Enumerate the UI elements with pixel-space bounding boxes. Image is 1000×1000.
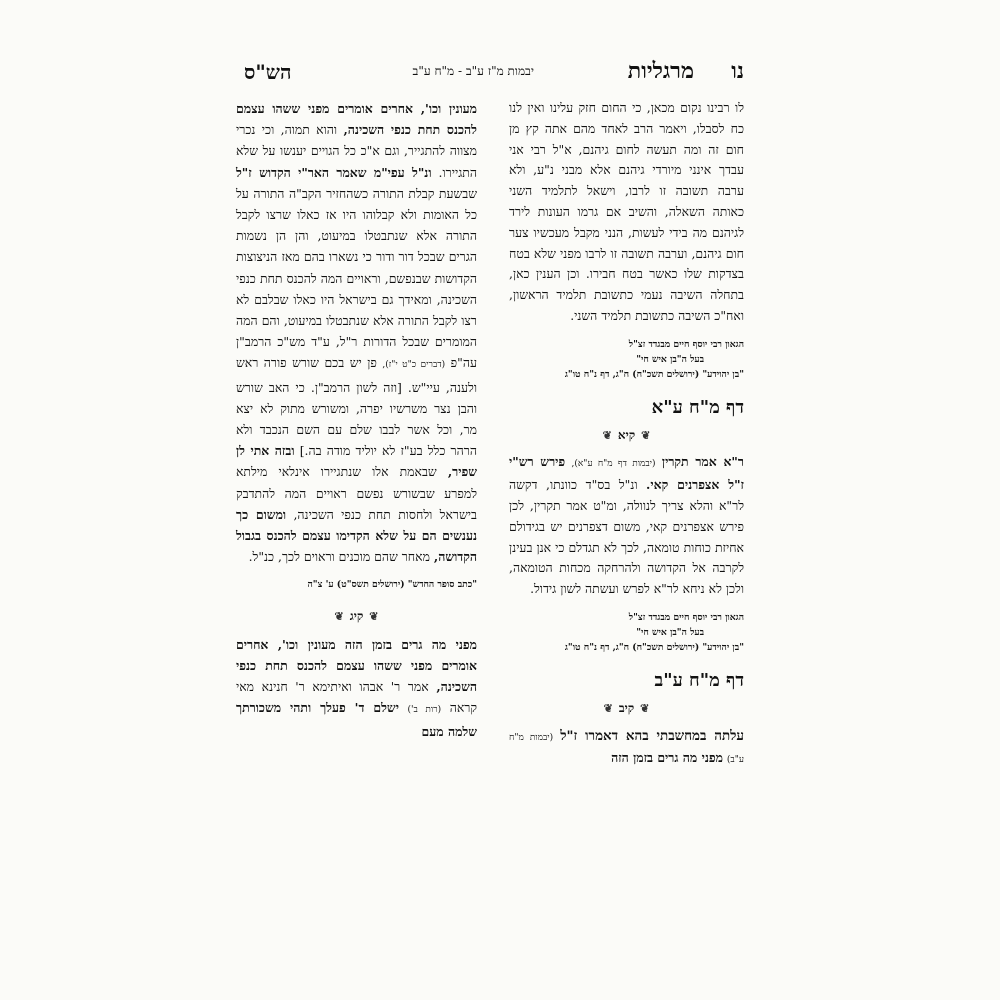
paragraph bbox=[509, 452, 744, 600]
fleuron-icon: ❦ bbox=[640, 701, 650, 715]
daf-heading: דף מ"ח ע"ב bbox=[654, 669, 744, 691]
bold-text: פירש רש"י ז"ל אצפרנים קאי. bbox=[509, 454, 744, 493]
small-citation: (יבמות דף מ"ח ע"א), bbox=[571, 459, 656, 470]
bold-text: ובזה אתי לן שפיר, bbox=[236, 443, 477, 480]
body-text: שבאמת אלו שנתגיירו אינלאי מילתא למפרע שבשורש נפשם ראויים המה להתדבק בישראל ולחסות תחת כנפי השכינה, bbox=[236, 464, 477, 522]
source-author: הגאון רבי יוסף חיים מבגדד זצ"ל bbox=[628, 611, 744, 623]
daf-heading: דף מ"ח ע"א bbox=[651, 396, 744, 418]
fleuron-icon: ❦ bbox=[603, 701, 613, 715]
body-text: ונ"ל בס"ד כוונתו, דקשה לר"א והלא צריך לנוולה, ומ"ט אמר תקרין, לכן פירש אצפרנים קאי, משום דצפרנים יש בגידולם אחיזת כוחות טומאה, לכך לא תגדלם כי אנן בעינן לקרבה אל הקדושה ולהרחקה מכחות הטומאה, ולכן לא ניחא לר"א לפרש ועשתה לשון גידול. bbox=[509, 477, 744, 597]
source-book: "בן יהוידע" (ירושלים תשכ"ח) ח"ג, דף נ"ח טו"ג bbox=[564, 641, 744, 653]
section-heading bbox=[509, 425, 744, 447]
section-heading bbox=[509, 698, 744, 720]
paragraph bbox=[236, 634, 477, 743]
fleuron-icon: ❦ bbox=[602, 428, 612, 442]
right-column bbox=[509, 98, 744, 771]
section-number: קיב bbox=[618, 700, 635, 715]
source-book: "בן יהוידע" (ירושלים תשכ"ח) ח"ג, דף נ"ח טו"ג bbox=[564, 368, 744, 380]
fleuron-icon: ❦ bbox=[334, 610, 344, 624]
bold-text: ר"א אמר תקרין bbox=[661, 454, 744, 470]
bold-text: ומשום כך נענשים הם על שלא הקדימו עצמם להכנס בגבול הקדושה, bbox=[236, 506, 477, 565]
source-citation bbox=[509, 610, 744, 655]
paragraph: לו רבינו נקום מכאן, כי החום חזק עלינו ואין לנו כח לסבלו, ויאמר הרב לאחד מהם אתה קץ מן חום זה ומה תעשה לחום גיהנם, א"ל רבי אני עבדך אינני מיורדי גיהנם אלא מבני נ"ע, ולא ערבה תשובה זו לרבו, וישאל לתלמיד השני כאותה השאלה, והשיב אם גרמו העונות לירד לגיהנם מה בידי לעשות, הנני מקבל מעכשיו צער חום גיהנם, וערבה תשובה זו לרבו מפני שלא בטח בצדקות שלו כאשר בטח חבירו. וכן הענין כאן, בתחלה השיבה נעמי כתשובת תלמיד הראשון, ואח"כ השיבה כתשובת תלמיד השני. bbox=[509, 100, 744, 323]
paragraph bbox=[509, 726, 744, 772]
bold-text: ונ"ל עפי"מ שאמר האר"י הקדוש ז"ל bbox=[236, 164, 432, 180]
small-citation: (יבמות מ"ח ע"ב) bbox=[509, 732, 744, 766]
header-left-title: הש"ס bbox=[244, 60, 292, 84]
page-content bbox=[236, 58, 744, 978]
source-author: הגאון רבי יוסף חיים מבגדד זצ"ל bbox=[628, 338, 744, 350]
body-text: שבשעת קבלת התורה כשהחזיר הקב"ה התורה על כל האומות ולא קבלוהו היו אז כאלו שרצו לקבל התורה אלא שנתבטלו במיעוט, והן הן נשמות הגרים שבכל דור ודור כי נשארו בהם מאז הניצוצות הקדושות שבנפשם, וראויים המה להכנס תחת כנפי השכינה, ומאידך גם בישראל היו כאלו שבלבם לא רצו לקבל התורה אלא שנתבטלו במיעוט, והם המה המומרים שבכל הדורות ר"ל, ע"ד מש"כ הרמב"ן עה"פ bbox=[236, 185, 477, 371]
section-number: קיא bbox=[617, 427, 636, 442]
fleuron-icon: ❦ bbox=[641, 428, 651, 442]
section-number: קיג bbox=[349, 609, 364, 624]
fleuron-icon: ❦ bbox=[369, 610, 379, 624]
body-text: והוא תמוה, וכי נכרי מצווה להתגייר, וגם א"כ כל הגויים יענשו על שלא התגיירו. bbox=[236, 122, 477, 180]
bold-text: עלתה במחשבתי בהא דאמרו ז"ל bbox=[560, 727, 744, 744]
source-citation: "כתב סופר החדש" (ירושלים תשס"ט) ע' צ"ה bbox=[307, 579, 477, 591]
body-text: אמר ר' אבהו ואיתימא ר' חנינא מאי קראה bbox=[236, 679, 477, 716]
body-text: מאחר שהם מוכנים וראוים לכך, כנ"ל. bbox=[248, 549, 430, 565]
section-heading bbox=[236, 606, 477, 627]
left-column bbox=[236, 98, 477, 743]
small-citation: (דברים כ"ט י"ז), bbox=[382, 360, 446, 371]
source-author-title: בעל ה"בן איש חי" bbox=[636, 353, 704, 365]
running-header bbox=[236, 58, 744, 92]
source-author-title: בעל ה"בן איש חי" bbox=[636, 626, 704, 638]
page-number: נו bbox=[731, 58, 744, 84]
header-subtitle: יבמות מ"ז ע"ב - מ"ח ע"ב bbox=[412, 64, 534, 78]
book-name: מרגליות bbox=[627, 58, 694, 84]
bold-text: מעונין וכו', אחרים אומרים מפני ששהו עצמם להכנס תחת כנפי השכינה, bbox=[236, 101, 477, 138]
paragraph bbox=[236, 98, 477, 567]
small-citation: (רות ב') bbox=[407, 705, 442, 716]
bold-text: מפני מה גרים בזמן הזה bbox=[611, 750, 723, 766]
body-text: פן יש בכם שורש פורה ראש ולענה, עיי"ש. [וזה לשון הרמב"ן. כי האב שורש והבן נצר משרשיו יפרה, ומשורש מתוק לא יצא מר, וכל אשר לבבו שלם עם השם הנכבד ולא הרהר כלל בע"ז לא יוליד מודה בה.] bbox=[236, 355, 477, 459]
bold-text: ישלם ד' פעלך ותהי משכורתך שלמה מעם bbox=[236, 700, 477, 740]
source-citation bbox=[509, 337, 744, 382]
bold-text: מפני מה גרים בזמן הזה מעונין וכו', אחרים אומרים מפני ששהו עצמם להכנס תחת כנפי השכינה, bbox=[236, 636, 477, 695]
